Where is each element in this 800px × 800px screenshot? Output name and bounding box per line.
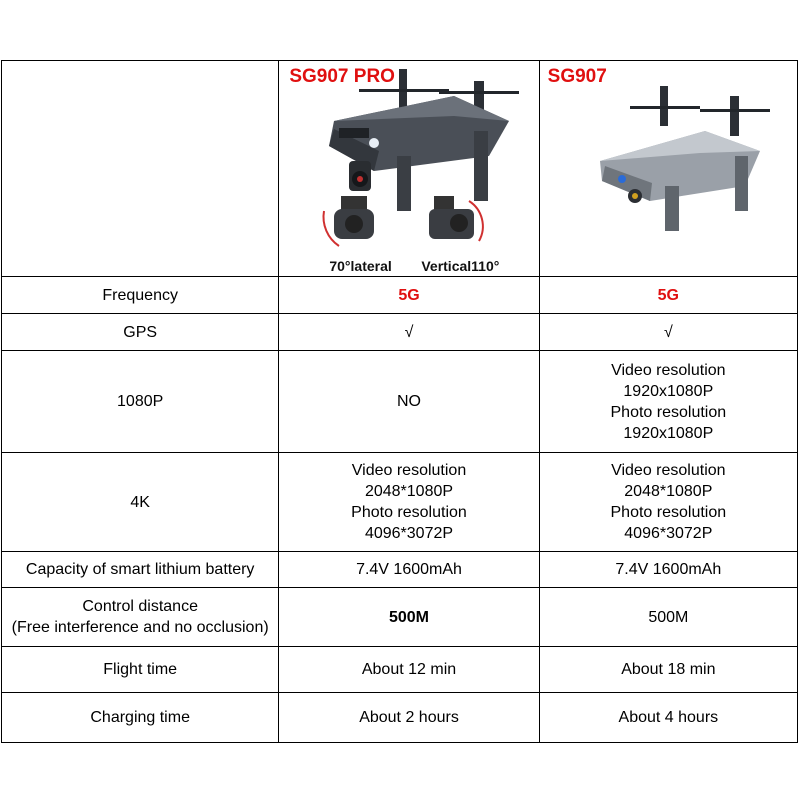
table-row: [2, 588, 798, 647]
drone-std-image: [540, 61, 798, 276]
row-value-std: 7.4V 1600mAh: [539, 552, 797, 588]
row-value-pro: About 2 hours: [279, 693, 539, 743]
row-value-pro: NO: [279, 351, 539, 453]
header-cell-pro: [279, 61, 539, 277]
row-value-pro: 500M: [279, 588, 539, 647]
value-line: Video resolution: [611, 361, 726, 379]
table-row: [2, 693, 798, 743]
value-line: Video resolution: [611, 462, 726, 479]
value-line: Control distance: [82, 598, 198, 615]
row-value-std: [539, 351, 797, 453]
comparison-table: [1, 60, 798, 743]
gimbal-vertical-caption: Vertical110°: [421, 258, 500, 274]
value-line: Photo resolution: [351, 504, 467, 521]
row-value-std: About 4 hours: [539, 693, 797, 743]
drone-pro-image: [279, 61, 539, 276]
row-value-pro: 5G: [279, 277, 539, 314]
table-row: [2, 277, 798, 314]
row-label: Charging time: [2, 693, 279, 743]
value-line: Photo resolution: [610, 504, 727, 521]
value-line: Video resolution: [351, 462, 467, 479]
row-label: Capacity of smart lithium battery: [2, 552, 279, 588]
row-label: [2, 588, 279, 647]
value-line: 1920x1080P: [623, 382, 714, 400]
row-value-std: About 18 min: [539, 647, 797, 693]
value-line: 2048*1080P: [364, 483, 454, 500]
row-value-std: √: [539, 314, 797, 351]
value-line: 2048*1080P: [624, 483, 713, 500]
table-row: [2, 351, 798, 453]
header-empty-cell: [2, 61, 279, 277]
row-label: GPS: [2, 314, 279, 351]
table-row: [2, 552, 798, 588]
value-line: 1920x1080P: [623, 424, 714, 442]
value-line: 4096*3072P: [364, 525, 454, 542]
row-label: Frequency: [2, 277, 279, 314]
row-value-std: [539, 453, 797, 552]
row-value-std: 5G: [539, 277, 797, 314]
table-row: [2, 453, 798, 552]
gimbal-lateral-caption: 70°lateral: [329, 258, 392, 274]
header-row: [2, 61, 798, 277]
value-line: 4096*3072P: [624, 525, 713, 542]
value-line: (Free interference and no occlusion): [11, 619, 269, 636]
row-value-std: 500M: [539, 588, 797, 647]
header-cell-std: [539, 61, 797, 277]
row-value-pro: [279, 453, 539, 552]
value-line: Photo resolution: [610, 403, 727, 421]
model-title-pro: SG907 PRO: [289, 66, 395, 87]
row-label: Flight time: [2, 647, 279, 693]
row-label: 1080P: [2, 351, 279, 453]
model-title-std: SG907: [547, 66, 607, 87]
row-label: 4K: [2, 453, 279, 552]
row-value-pro: √: [279, 314, 539, 351]
row-value-pro: About 12 min: [279, 647, 539, 693]
table-row: [2, 314, 798, 351]
table-row: [2, 647, 798, 693]
row-value-pro: 7.4V 1600mAh: [279, 552, 539, 588]
